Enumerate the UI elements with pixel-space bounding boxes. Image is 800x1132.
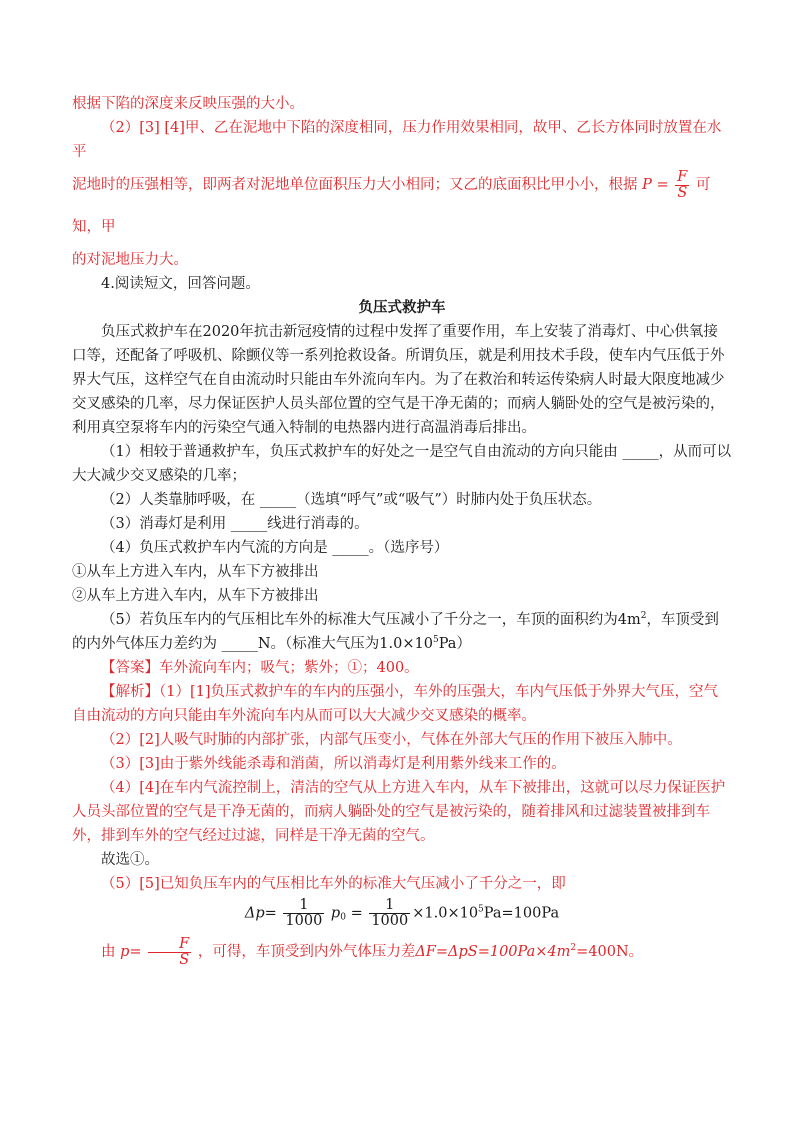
option-2: ②从车上方进入车内，从车下方被排出 <box>72 588 319 604</box>
fraction-denominator-s: S <box>179 951 190 968</box>
final-result-line <box>72 931 732 973</box>
analysis-tag: 【解析】 <box>101 684 159 700</box>
fraction-denominator: S <box>677 184 688 201</box>
analysis-line-4: （4）[4]在车内气流控制上，清洁的空气从上方进入车内，从车下被排出，这就可以尽力保证医护人员头部位置的空气是干净无菌的，而病人躺卧处的空气是被污染的，随着排风和过滤装置被排到车外，排到车外的空气经过过滤，同样是干净无菌的空气。 <box>72 780 726 844</box>
delta-p-unit: Pa=100Pa <box>483 905 560 922</box>
pressure-formula-fraction-2 <box>148 937 191 968</box>
sub-question-5-text-3: Pa） <box>438 636 471 652</box>
article-paragraph: 负压式救护车在2020年抗击新冠疫情的过程中发挥了重要作用，车上安装了消毒灯、中心供氧接口等，还配备了呼吸机、除颤仪等一系列抢救设备。所谓负压，就是利用技术手段，使车内气压低于外界大气压，这样空气在自由流动时只能由车外流向车内。为了在救治和转运传染病人时最大限度地减少交叉感染的几率，尽力保证医护人员头部位置的空气是干净无菌的；而病人躺卧处的空气是被污染的，利用真空泵将车内的污染空气通入特制的电热器内进行高温消毒后排出。 <box>72 324 725 436</box>
answer-line-2: （2）[3] [4]甲、乙在泥地中下陷的深度相同，压力作用效果相同，故甲、乙长方体同时放置在水平 <box>72 120 722 160</box>
question-4-heading: 4.阅读短文，回答问题。 <box>101 276 260 292</box>
pressure-symbol: P <box>642 177 652 193</box>
delta-p-exponent: 5 <box>478 904 484 915</box>
delta-p-tail: ×1.0×10 <box>412 905 479 922</box>
article-title: 负压式救护车 <box>358 300 446 316</box>
sub-question-3: （3）消毒灯是利用 _____线进行消毒的。 <box>101 516 369 532</box>
selection-line: 故选①。 <box>101 852 159 868</box>
answer-tag: 【答案】 <box>101 660 159 676</box>
delta-p-symbol: Δp= <box>244 905 277 922</box>
equals-sign-2: = <box>350 905 363 922</box>
analysis-line-5: （5）[5]已知负压车内的气压相比车外的标准大气压减小了千分之一，即 <box>101 876 566 892</box>
p-symbol: p= <box>120 944 142 960</box>
force-result: =400N。 <box>576 944 644 960</box>
fraction-numerator: F <box>677 168 688 185</box>
fraction-one-thousandth <box>283 898 324 929</box>
sub-question-5-text-2: ，车顶受到的内外气体压力差约为 _____N。（标准大气压为1.0×10 <box>72 612 719 652</box>
final-result-text: ，可得，车顶受到内外气体压力差 <box>197 944 416 960</box>
p0-symbol: p <box>330 905 341 922</box>
pressure-formula-fraction <box>675 170 689 201</box>
pressure-difference-equation <box>72 898 732 929</box>
analysis-line-2: （2）[2]人吸气时肺的内部扩张，内部气压变小，气体在外部大气压的作用下被压入肺中。 <box>101 732 682 748</box>
answer-line-3-tail: 可知，甲 <box>72 177 711 235</box>
force-area-exponent: 2 <box>570 943 577 953</box>
sub-question-1: （1）相较于普通救护车，负压式救护车的好处之一是空气自由流动的方向只能由 _____，从而可以大大减少交叉感染的几率； <box>72 444 732 484</box>
force-difference: ΔF=ΔpS=100Pa×4m <box>415 944 571 960</box>
fraction-numerator-one-2: 1 <box>369 898 410 914</box>
fraction-numerator-one: 1 <box>283 898 324 914</box>
answer-text: 车外流向车内；吸气；紫外；①；400。 <box>159 660 419 676</box>
fraction-one-thousandth-2 <box>369 898 410 929</box>
sub-question-4: （4）负压式救护车内气流的方向是 _____。（选序号） <box>101 540 449 556</box>
fraction-numerator-f: F <box>148 937 191 953</box>
analysis-line-1 <box>72 680 732 728</box>
fraction-denominator-thousand-2: 1000 <box>371 913 409 929</box>
area-exponent: 2 <box>640 611 647 621</box>
sub-question-5 <box>72 608 732 656</box>
answer-line-3 <box>72 164 732 248</box>
sub-question-5-text: （5）若负压车内的气压相比车外的标准大气压减小了千分之一，车顶的面积约为4m <box>101 612 641 628</box>
equals-sign: = <box>656 177 669 193</box>
final-result-prefix: 由 <box>101 944 116 960</box>
fraction-denominator-thousand: 1000 <box>285 913 323 929</box>
answer-line-4: 的对泥地压力大。 <box>72 252 188 268</box>
sub-question-2: （2）人类靠肺呼吸，在 _____（选填“呼气”或“吸气”）时肺内处于负压状态。 <box>101 492 602 508</box>
answer-line-3-text: 泥地时的压强相等，即两者对泥地单位面积压力大小相同；又乙的底面积比甲小小，根据 <box>72 177 638 193</box>
pressure-exponent: 5 <box>432 635 439 645</box>
answer-line <box>72 656 732 680</box>
p0-subscript: 0 <box>340 912 346 923</box>
option-1: ①从车上方进入车内，从车下方被排出 <box>72 564 319 580</box>
analysis-line-3: （3）[3]由于紫外线能杀毒和消菌，所以消毒灯是利用紫外线来工作的。 <box>101 756 566 772</box>
analysis-text-1: （1）[1]负压式救护车的车内的压强小，车外的压强大，车内气压低于外界大气压，空气自由流动的方向只能由车外流向车内从而可以大大减少交叉感染的概率。 <box>72 684 719 724</box>
document-page <box>72 92 732 973</box>
answer-line-1: 根据下陷的深度来反映压强的大小。 <box>72 96 304 112</box>
